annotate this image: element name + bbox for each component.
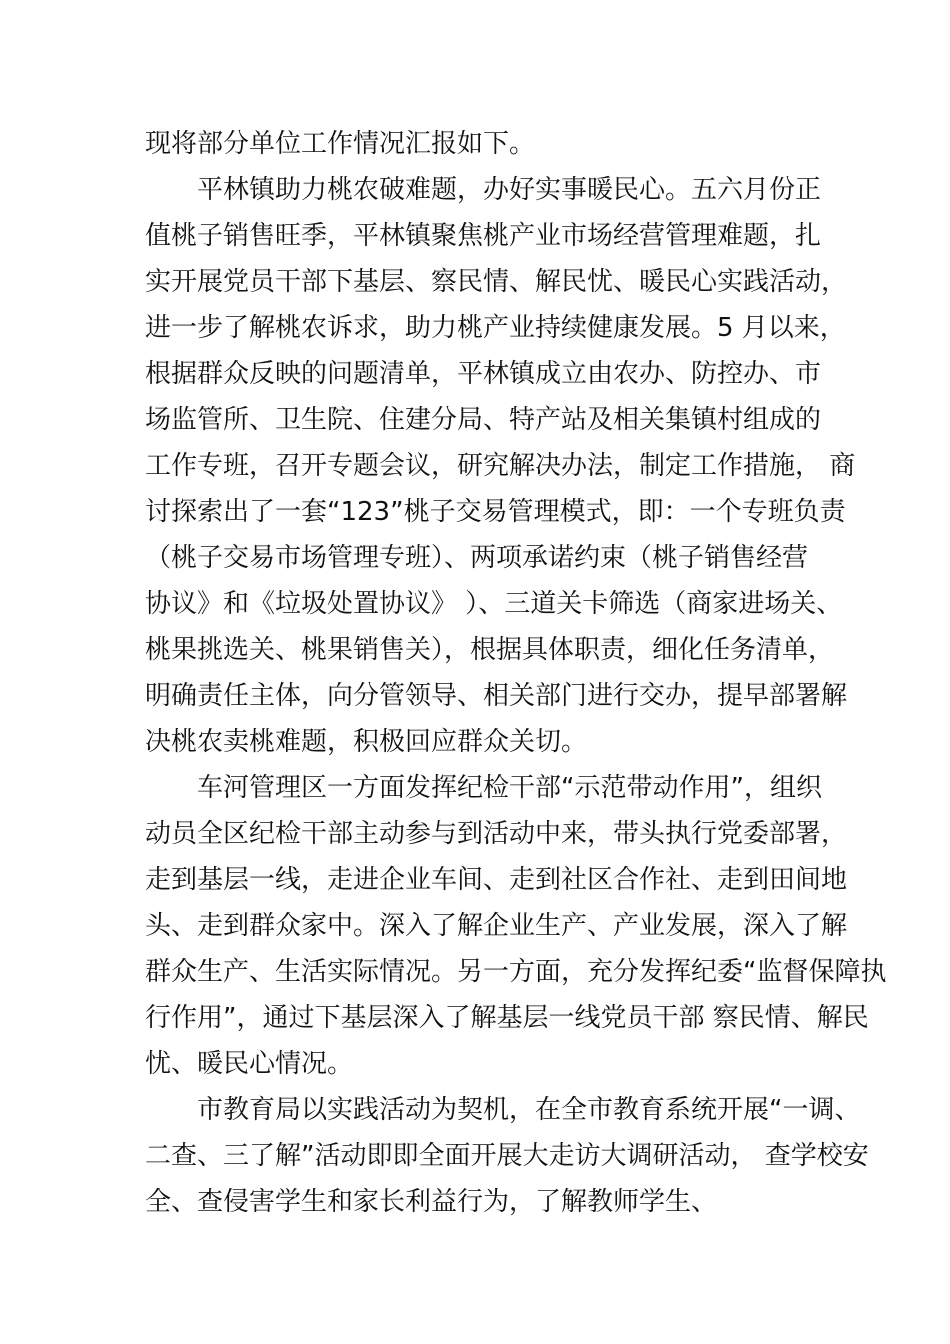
text-line: 忧、暖民心情况。 <box>145 1049 354 1079</box>
text-line: （桃子交易市场管理专班）、两项承诺约束（桃子销售经营 <box>145 543 809 573</box>
text-line: 桃果挑选关、桃果销售关），根据具体职责，细化任务清单， <box>145 635 835 665</box>
text-line: 讨探索出了一套“123”桃子交易管理模式，即：一个专班负责 <box>145 497 846 527</box>
text-line: 行作用”，通过下基层深入了解基层一线党员干部 察民情、解民 <box>145 1003 869 1033</box>
text-line: 场监管所、卫生院、住建分局、特产站及相关集镇村组成的 <box>145 405 822 435</box>
text-line: 二查、三了解”活动即即全面开展大走访大调研活动， 查学校安 <box>145 1141 869 1171</box>
text-line: 现将部分单位工作情况汇报如下。 <box>145 129 536 159</box>
paragraph-start-line: 平林镇助力桃农破难题，办好实事暖民心。五六月份正 <box>197 175 822 205</box>
text-line: 群众生产、生活实际情况。另一方面，充分发挥纪委“监督保障执 <box>145 957 887 987</box>
text-line: 动员全区纪检干部主动参与到活动中来，带头执行党委部署， <box>145 819 848 849</box>
text-line: 进一步了解桃农诉求，助力桃产业持续健康发展。5 月以来， <box>145 313 846 343</box>
paragraph-start-line: 市教育局以实践活动为契机，在全市教育系统开展“一调、 <box>197 1095 861 1125</box>
text-line: 走到基层一线，走进企业车间、走到社区合作社、走到田间地 <box>145 865 848 895</box>
text-line: 全、查侵害学生和家长利益行为，了解教师学生、 <box>145 1187 718 1217</box>
text-line: 根据群众反映的问题清单，平林镇成立由农办、防控办、市 <box>145 359 822 389</box>
text-line: 协议》和《垃圾处置协议》 ）、三道关卡筛选（商家进场关、 <box>145 589 843 619</box>
text-line: 头、走到群众家中。深入了解企业生产、产业发展，深入了解 <box>145 911 848 941</box>
paragraph-start-line: 车河管理区一方面发挥纪检干部“示范带动作用”，组织 <box>197 773 822 803</box>
text-line: 工作专班，召开专题会议，研究解决办法，制定工作措施， 商 <box>145 451 856 481</box>
text-line: 实开展党员干部下基层、察民情、解民忧、暖民心实践活动， <box>145 267 848 297</box>
text-line: 决桃农卖桃难题，积极回应群众关切。 <box>145 727 588 757</box>
text-line: 值桃子销售旺季，平林镇聚焦桃产业市场经营管理难题，扎 <box>145 221 822 251</box>
text-line: 明确责任主体，向分管领导、相关部门进行交办，提早部署解 <box>145 681 848 711</box>
